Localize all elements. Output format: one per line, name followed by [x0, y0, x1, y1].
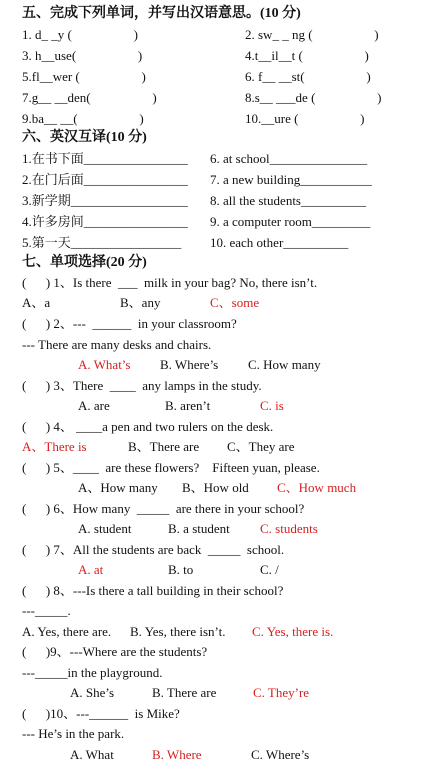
q3-stem: ( ) 3、There ____ any lamps in the study. [22, 378, 262, 393]
q10-answer-b: B. Where [152, 747, 202, 762]
q8-option-b: B. Yes, there isn’t. [130, 624, 226, 639]
sec6-item-4: 4.许多房间________________ [22, 214, 188, 229]
q9-option-a: A. She’s [70, 685, 115, 700]
section-5-title: 五、完成下列单词，并写出汉语意思。(10 分) [22, 6, 301, 21]
sec6-item-6: 6. at school_______________ [210, 151, 368, 166]
q10-stem: ( )10、---______ is Mike? [22, 706, 180, 721]
q3-answer-c: C. is [260, 398, 284, 413]
q10-option-c: C. Where’s [251, 747, 310, 762]
q5-stem: ( ) 5、____ are these flowers? Fifteen yuan, please. [22, 460, 320, 475]
sec6-item-9: 9. a computer room_________ [210, 214, 371, 229]
q5-option-b: B、How old [182, 480, 249, 495]
q6-option-b: B. a student [168, 521, 230, 536]
q6-answer-c: C. students [260, 521, 318, 536]
q8-answer-c: C. Yes, there is. [252, 624, 334, 639]
sec6-item-3: 3.新学期__________________ [22, 193, 188, 208]
q2-answer-a: A. What’s [78, 357, 131, 372]
sec6-item-10: 10. each other__________ [210, 235, 349, 250]
q8-option-a: A. Yes, there are. [22, 624, 112, 639]
q7-stem: ( ) 7、All the students are back _____ school. [22, 542, 285, 557]
sec5-item-7: 7.g__ __den( ) [22, 90, 157, 105]
sec5-item-3: 3. h__use( ) [22, 48, 143, 63]
q1-option-b: B、any [120, 295, 161, 310]
sec5-item-6: 6. f__ __st( ) [245, 69, 371, 84]
sec6-item-7: 7. a new building___________ [210, 172, 372, 187]
q9-stem: ( )9、---Where are the students? [22, 644, 208, 659]
q10-option-a: A. What [70, 747, 114, 762]
q3-option-a: A. are [78, 398, 110, 413]
q2-option-b: B. Where’s [160, 357, 219, 372]
sec6-item-5: 5.第一天_________________ [22, 235, 182, 250]
q1-stem: ( ) 1、Is there ___ milk in your bag? No, there isn’t. [22, 275, 318, 290]
q7-option-b: B. to [168, 562, 194, 577]
sec5-item-9: 9.ba__ __( ) [22, 111, 144, 126]
q1-answer-c: C、some [210, 295, 260, 310]
sec5-item-2: 2. sw_ _ ng ( ) [245, 27, 379, 42]
q2-option-c: C. How many [248, 357, 321, 372]
section-6-title: 六、英汉互译(10 分) [22, 130, 147, 145]
q4-stem: ( ) 4、 ____a pen and two rulers on the desk. [22, 419, 274, 434]
section-7-title: 七、单项选择(20 分) [22, 255, 147, 270]
q6-stem: ( ) 6、How many _____ are there in your school? [22, 501, 305, 516]
q3-option-b: B. aren’t [165, 398, 211, 413]
q8-stem: ( ) 8、---Is there a tall building in their school? [22, 583, 284, 598]
q5-answer-c: C、How much [277, 480, 357, 495]
q10-reply: --- He’s in the park. [22, 726, 125, 741]
sec6-item-8: 8. all the students__________ [210, 193, 366, 208]
q7-option-c: C. / [260, 562, 279, 577]
q4-option-b: B、There are [128, 439, 200, 454]
sec5-item-1: 1. d_ _y ( ) [22, 27, 138, 42]
q2-stem: ( ) 2、--- ______ in your classroom? [22, 316, 237, 331]
q7-answer-a: A. at [78, 562, 104, 577]
sec6-item-1: 1.在书下面________________ [22, 151, 188, 166]
q5-option-a: A、How many [78, 480, 158, 495]
q6-option-a: A. student [78, 521, 132, 536]
q8-reply: ---_____. [22, 603, 71, 618]
sec5-item-10: 10.__ure ( ) [245, 111, 365, 126]
q4-answer-a: A、There is [22, 439, 87, 454]
sec6-item-2: 2.在门后面________________ [22, 172, 188, 187]
q4-option-c: C、They are [227, 439, 295, 454]
q1-option-a: A、a [22, 295, 51, 310]
sec5-item-4: 4.t__il__t ( ) [245, 48, 369, 63]
q9-reply: ---_____in the playground. [22, 665, 163, 680]
sec5-item-8: 8.s__ ___de ( ) [245, 90, 382, 105]
q9-option-b: B. There are [152, 685, 217, 700]
q9-answer-c: C. They’re [253, 685, 310, 700]
sec5-item-5: 5.fl__wer ( ) [22, 69, 146, 84]
q2-reply: --- There are many desks and chairs. [22, 337, 212, 352]
